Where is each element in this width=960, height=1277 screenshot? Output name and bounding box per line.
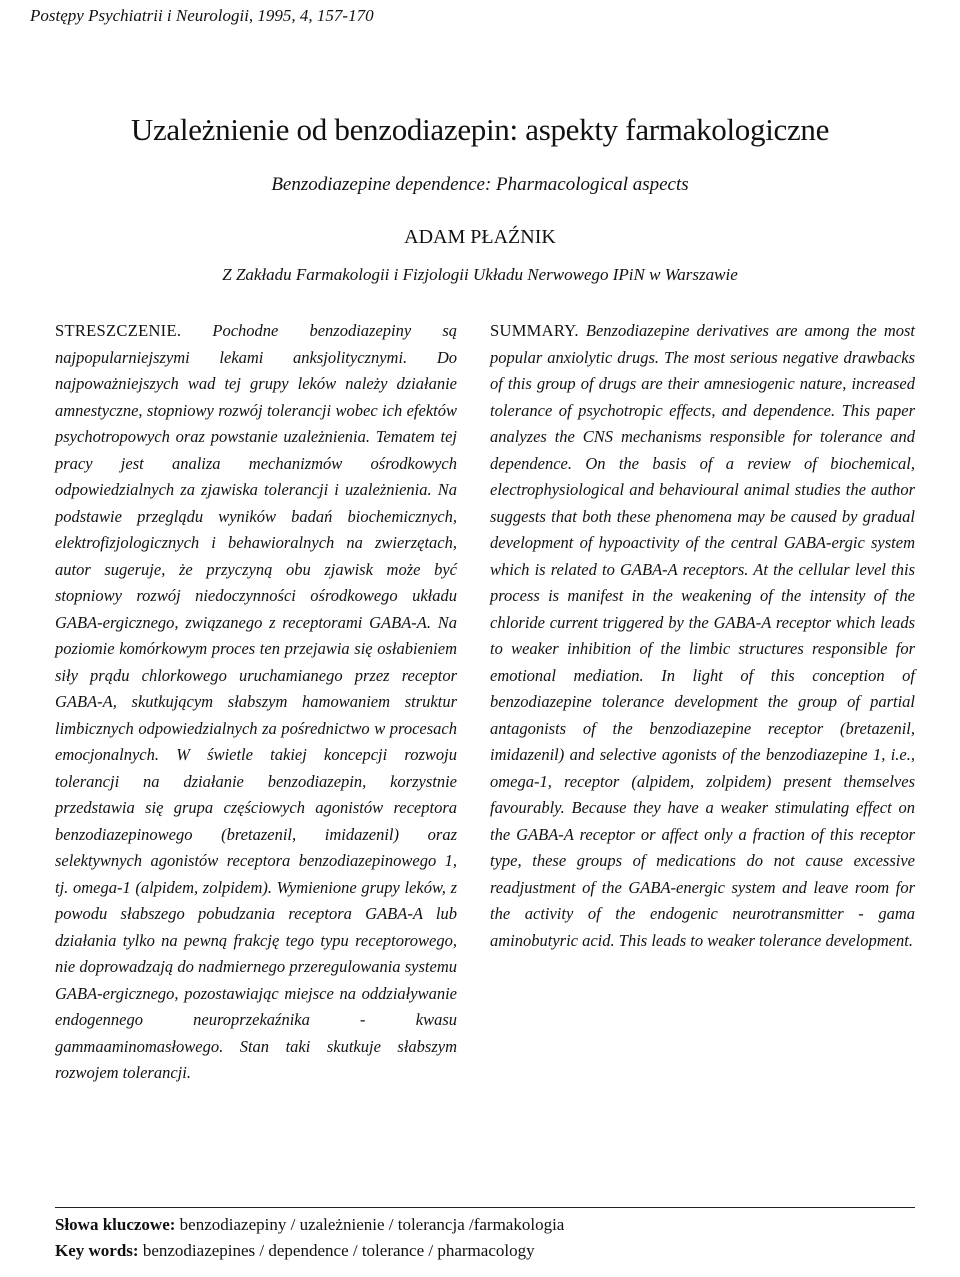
keywords-divider xyxy=(55,1207,915,1208)
abstract-polish xyxy=(55,318,457,1087)
abstract-english-text: Benzodiazepine derivatives are among the most popular anxiolytic drugs. The most serious negative drawbacks of this group of drugs are their amnesiogenic nature, increased tolerance of psychotropic effects, and dependence. This paper analyzes the CNS mechanisms responsible for tolerance and dependence. On the basis of a review of biochemical, electrophysiological and behavioural animal studies the author suggests that both these phenomena may be caused by gradual development of hypoactivity of the central GABA-ergic system which is related to GABA-A receptors. At the cellular level this process is manifest in the weakening of the intensity of the chloride current triggered by the GABA-A receptor which leads to weaker inhibition of the limbic structures responsible for emotional mediation. In light of this conception of benzodiazepine tolerance development the group of partial antagonists of the benzodiazepine receptor (bretazenil, imidazenil) and selective agonists of the benzodiazepine 1, i.e., omega-1, receptor (alpidem, zolpidem) present themselves favourably. Because they have a weaker stimulating effect on the GABA-A receptor or affect only a fraction of this receptor type, these groups of medications do not cause excessive readjustment of the GABA-energic system and leave room for the activity of the endogenic neurotransmitter - gama aminobutyric acid. This leads to weaker tolerance development. xyxy=(490,321,915,950)
article-title: Uzależnienie od benzodiazepin: aspekty farmakologiczne xyxy=(130,112,830,147)
abstract-polish-heading: STRESZCZENIE. xyxy=(55,321,182,340)
author-affiliation: Z Zakładu Farmakologii i Fizjologii Układu Nerwowego IPiN w Warszawie xyxy=(222,265,738,284)
keywords-polish-label: Słowa kluczowe: xyxy=(55,1215,176,1234)
author-name: ADAM PŁAŹNIK xyxy=(404,226,556,248)
journal-citation: Postępy Psychiatrii i Neurologii, 1995, 4, 157-170 xyxy=(30,6,374,25)
article-subtitle: Benzodiazepine dependence: Pharmacological aspects xyxy=(271,174,689,195)
keywords-polish-value: benzodiazepiny / uzależnienie / tolerancja /farmakologia xyxy=(179,1215,565,1234)
abstract-polish-text: Pochodne benzodiazepiny są najpopularniejszymi lekami anksjolitycznymi. Do najpoważniejszych wad tej grupy leków należy działanie amnestyczne, stopniowy rozwój tolerancji wobec ich efektów psychotropowych oraz powstanie uzależnienia. Tematem tej pracy jest analiza mechanizmów ośrodkowych odpowiedzialnych za zjawiska tolerancji i uzależnienia. Na podstawie przeglądu wyników badań biochemicznych, elektrofizjologicznych i behawioralnych na zwierzętach, autor sugeruje, że przyczyną obu zjawisk może być stopniowy rozwój niedoczynności ośrodkowego układu GABA-ergicznego, związanego z receptorami GABA-A. Na poziomie komórkowym proces ten przejawia się osłabieniem siły prądu chlorkowego uruchamianego przez receptor GABA-A, skutkującym słabszym hamowaniem struktur limbicznych odpowiedzialnych za pośrednictwo w procesach emocjonalnych. W świetle takiej koncepcji rozwoju tolerancji na działanie benzodiazepin, korzystnie przedstawia się grupa częściowych agonistów receptora benzodiazepinowego (bretazenil, imidazenil) oraz selektywnych agonistów receptora benzodiazepinowego 1, tj. omega-1 (alpidem, zolpidem). Wymienione grupy leków, z powodu słabszego pobudzania receptora GABA-A lub działania tylko na pewną frakcję tego typu receptorowego, nie doprowadzają do nadmiernego przeregulowania systemu GABA-ergicznego, pozostawiając miejsce na oddziaływanie endogennego neuroprzekaźnika - kwasu gammaaminomasłowego. Stan taki skutkuje słabszym rozwojem tolerancji. xyxy=(55,321,457,1082)
keywords-english xyxy=(55,1241,535,1261)
abstract-english-heading: SUMMARY. xyxy=(490,321,579,340)
keywords-polish xyxy=(55,1215,564,1235)
keywords-english-value: benzodiazepines / dependence / tolerance / pharmacology xyxy=(142,1241,535,1260)
abstract-english xyxy=(490,318,915,954)
keywords-english-label: Key words: xyxy=(55,1241,139,1260)
